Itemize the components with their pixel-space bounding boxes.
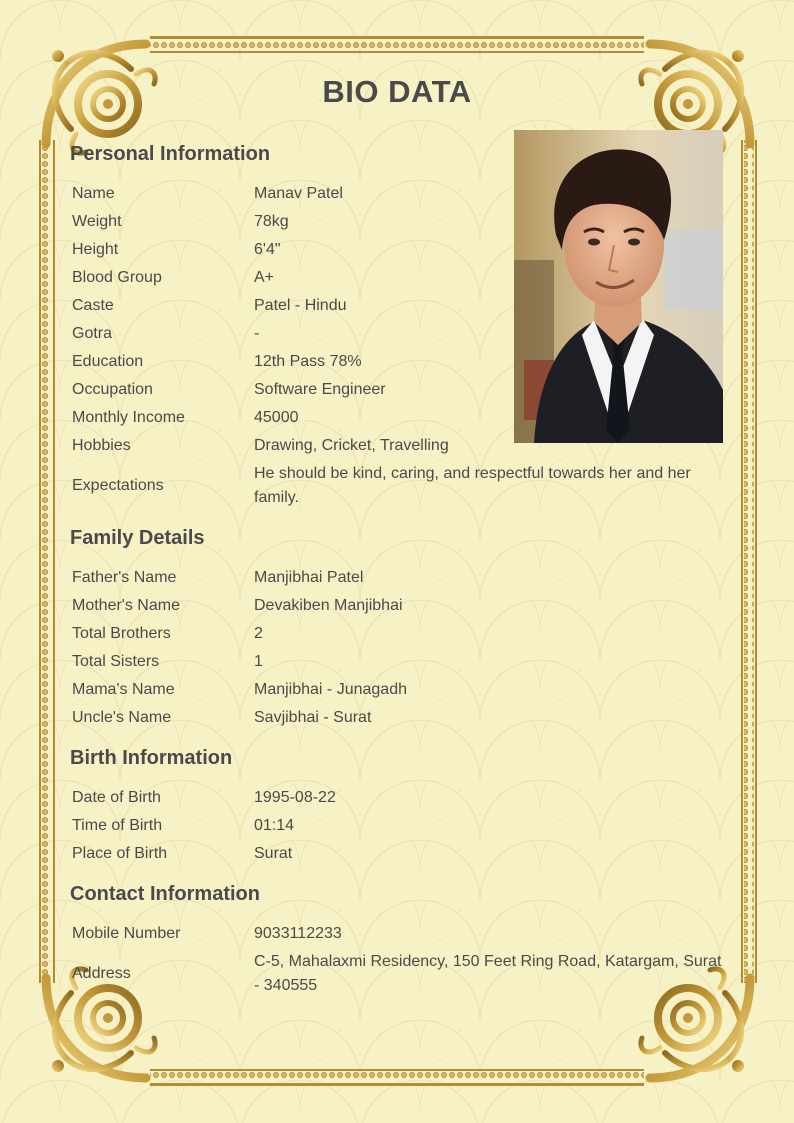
family-row-value: Manjibhai Patel [254, 569, 364, 586]
contact-row-label: Address [72, 965, 131, 982]
personal-row-value: Drawing, Cricket, Travelling [254, 437, 449, 454]
family-row-label: Father's Name [72, 569, 177, 586]
personal-row-label: Expectations [72, 477, 164, 494]
birth-row-value: 01:14 [254, 817, 295, 834]
birth-row-value: 1995-08-22 [254, 789, 336, 806]
personal-row-label: Weight [72, 213, 122, 230]
birth-info-heading: Birth Information [70, 747, 233, 769]
personal-row-label: Caste [72, 297, 114, 314]
personal-row-label: Hobbies [72, 437, 131, 454]
personal-row-label: Blood Group [72, 269, 162, 286]
personal-row-value: - [254, 325, 260, 342]
personal-row-value: He should be kind, caring, and respectful towards her and her family. [254, 465, 691, 506]
family-row-value: Manjibhai - Junagadh [254, 681, 407, 698]
contact-row-value: 9033112233 [254, 925, 342, 942]
contact-info-heading: Contact Information [70, 883, 260, 905]
family-row-label: Total Sisters [72, 653, 160, 670]
personal-row-value: 45000 [254, 409, 299, 426]
family-row-value: Savjibhai - Surat [254, 709, 372, 726]
birth-row-label: Date of Birth [72, 789, 161, 806]
personal-row-value: Software Engineer [254, 381, 386, 398]
family-row-value: Devakiben Manjibhai [254, 597, 403, 614]
personal-row-label: Monthly Income [72, 409, 185, 426]
personal-row-value: 12th Pass 78% [254, 353, 362, 370]
contact-row-value: C-5, Mahalaxmi Residency, 150 Feet Ring Road, Katargam, Surat - 340555 [254, 953, 722, 994]
family-row-label: Total Brothers [72, 625, 171, 642]
family-row-value: 2 [254, 625, 263, 642]
birth-row-label: Place of Birth [72, 845, 168, 862]
personal-row-label: Gotra [72, 325, 113, 342]
personal-row-label: Height [72, 241, 119, 258]
birth-row-value: Surat [254, 845, 293, 862]
contact-row-label: Mobile Number [72, 925, 181, 942]
personal-row-label: Education [72, 353, 144, 370]
personal-row-value: Patel - Hindu [254, 297, 347, 314]
personal-row-value: A+ [254, 269, 275, 286]
personal-row-value: 6'4" [254, 241, 281, 258]
family-row-label: Mama's Name [72, 681, 175, 698]
personal-row-label: Occupation [72, 381, 153, 398]
personal-row-label: Name [72, 185, 115, 202]
profile-photo [514, 130, 723, 443]
personal-info-heading: Personal Information [70, 143, 271, 165]
personal-row-value: 78kg [254, 213, 289, 230]
page-title: BIO DATA [322, 74, 472, 109]
family-row-value: 1 [254, 653, 263, 670]
personal-row-value: Manav Patel [254, 185, 343, 202]
family-row-label: Mother's Name [72, 597, 180, 614]
birth-row-label: Time of Birth [72, 817, 163, 834]
family-row-label: Uncle's Name [72, 709, 172, 726]
family-details-heading: Family Details [70, 527, 205, 549]
